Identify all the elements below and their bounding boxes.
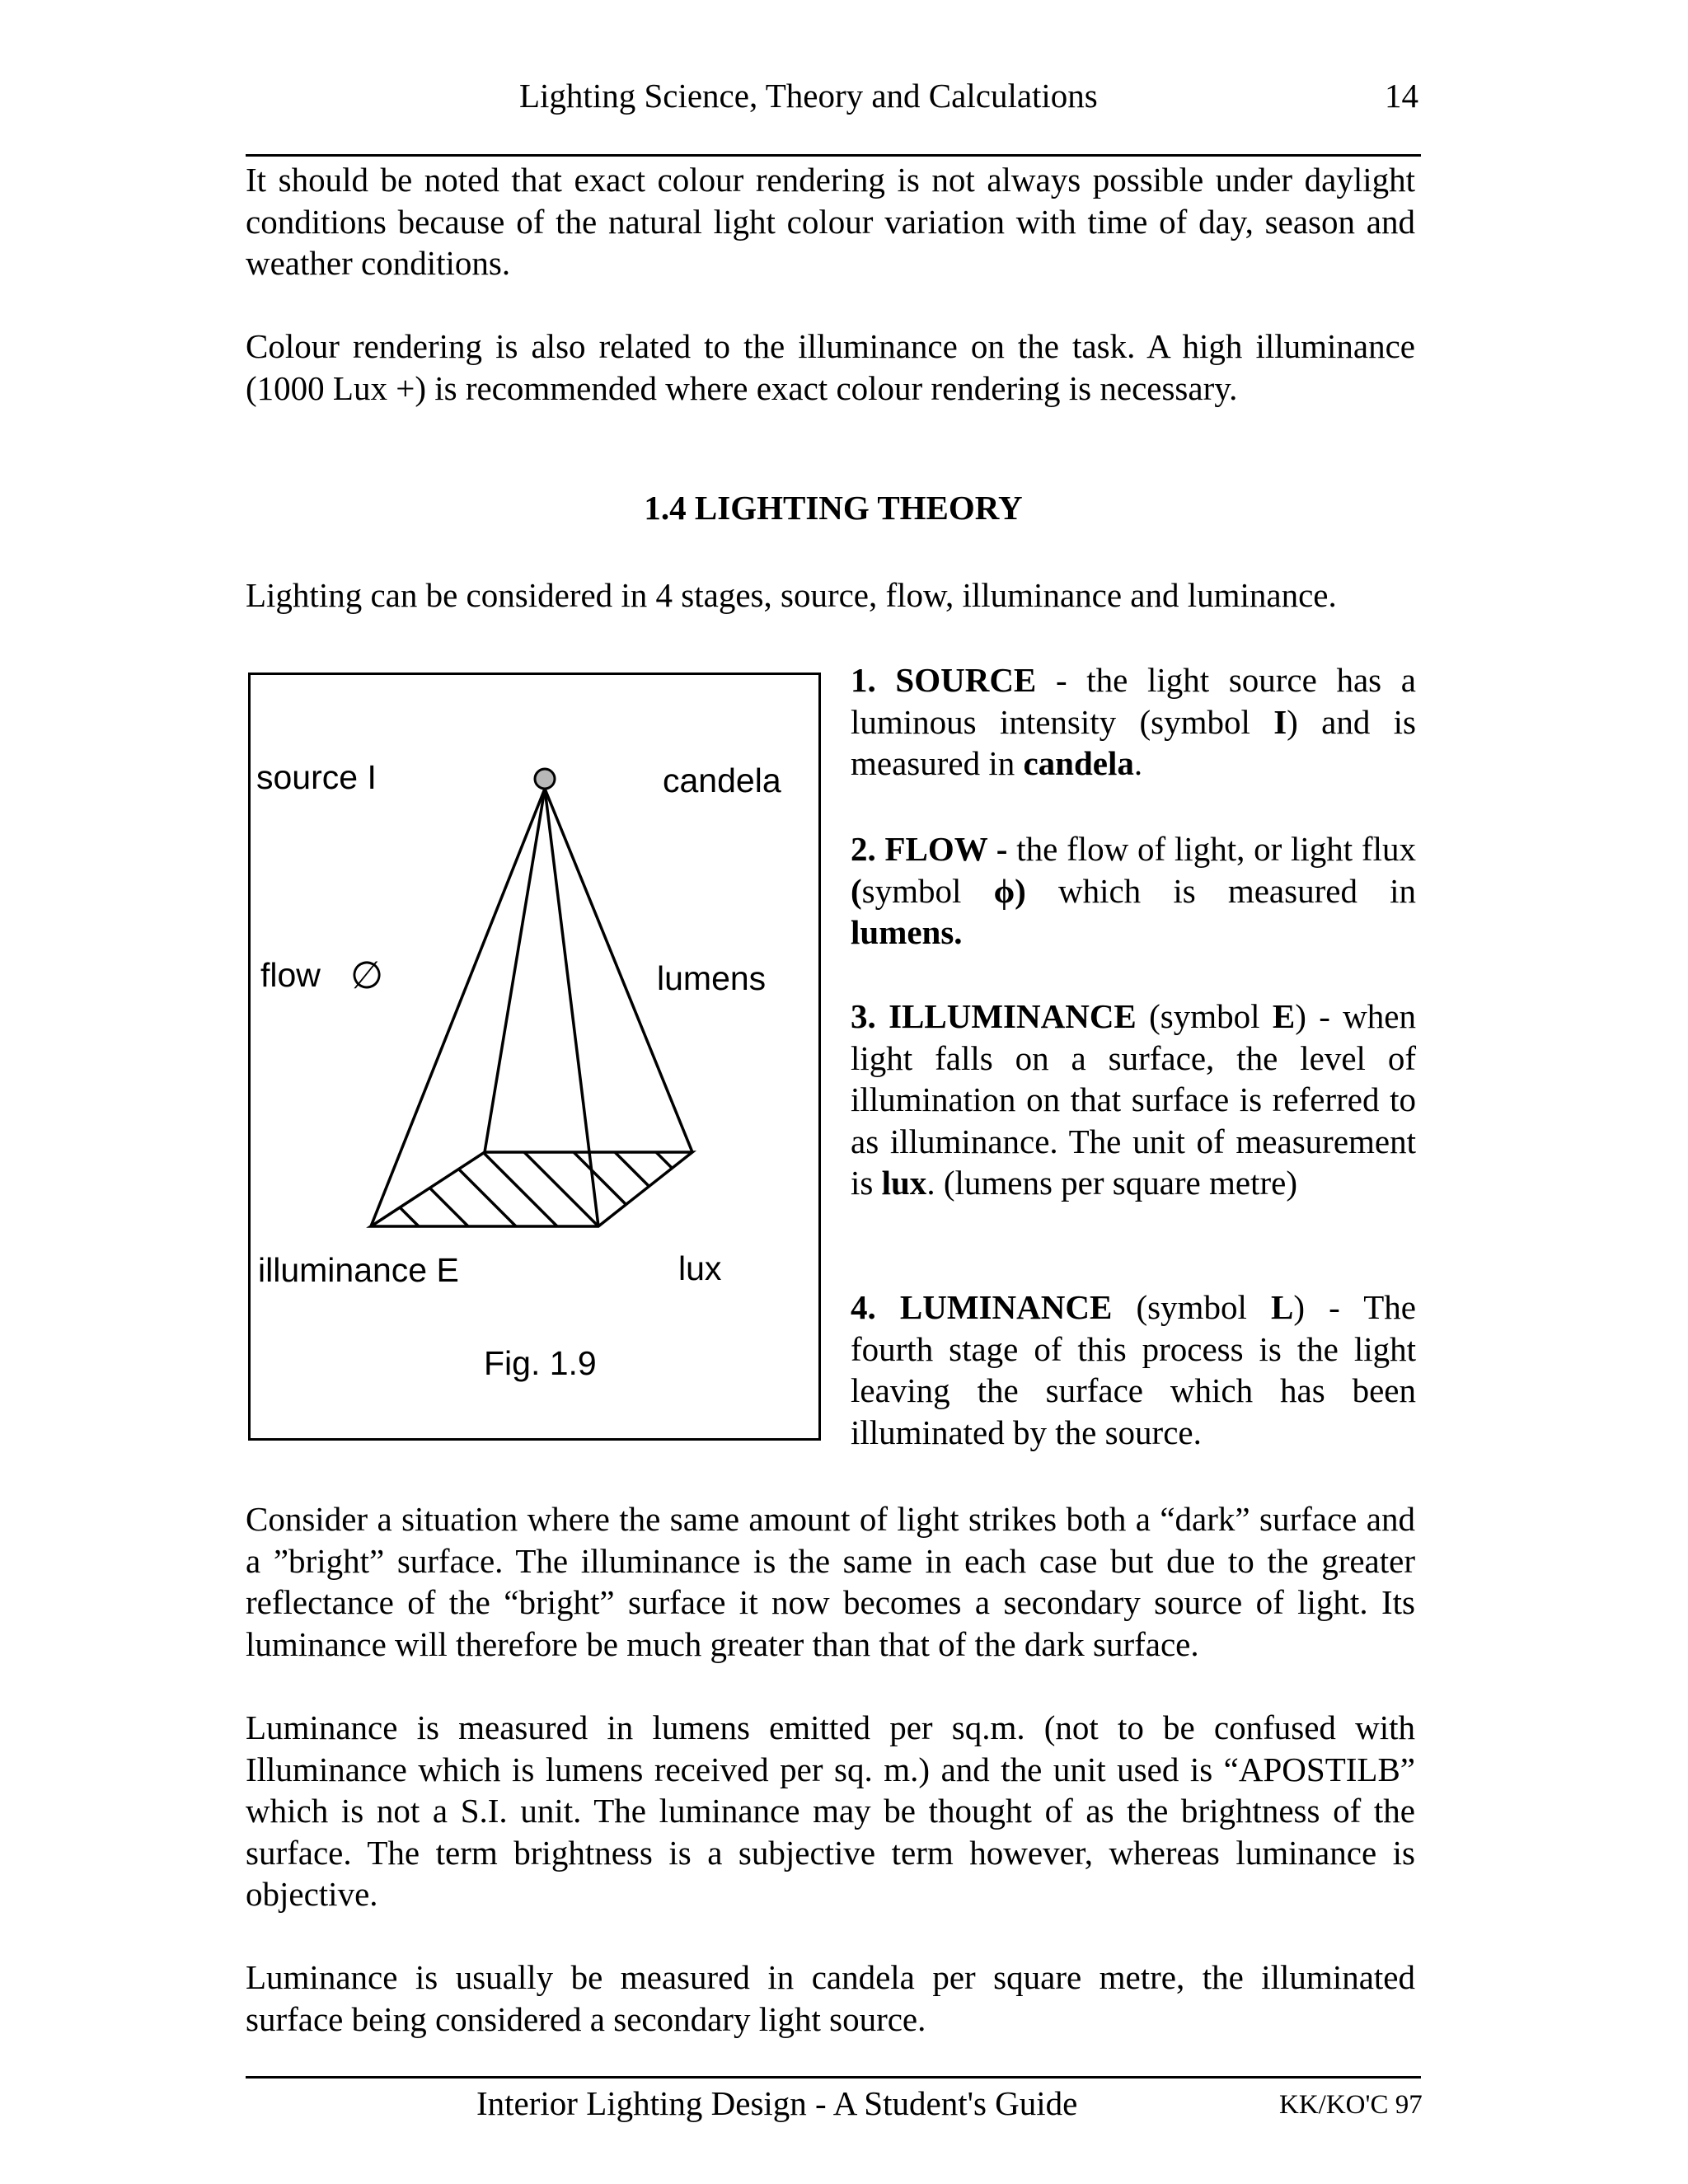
stage-term: 2. FLOW -	[851, 830, 1008, 868]
stage-flow: 2. FLOW - the flow of light, or light flux (symbol ϕ) which is measured in lumens.	[851, 830, 1416, 951]
illuminated-surface	[371, 1152, 692, 1226]
paragraph-luminance-apostilb: Luminance is measured in lumens emitted per sq.m. (not to be confused with Illuminance which is lumens received per sq. m.) and the unit used is “APOSTILB” which is not a S.I. unit. The luminance may be thought of as the brightness of the surface. The term brightness is a subjective term however, whereas luminance is objective.	[246, 1708, 1415, 1913]
footer-code: KK/KO'C 97	[1279, 2090, 1423, 2120]
paragraph-luminance-candela: Luminance is usually be measured in candela per square metre, the illuminated surface being considered a secondary light source.	[246, 1958, 1415, 2038]
footer-title: Interior Lighting Design - A Student's Guide	[476, 2084, 1078, 2122]
pyramid-edge	[485, 789, 545, 1152]
figure-label-source: source I	[256, 758, 377, 796]
stage-illuminance: 3. ILLUMINANCE (symbol E) - when light falls on a surface, the level of illumination on that surface is referred to as illuminance. The unit of measurement is lux. (lumens per square metre)	[851, 997, 1416, 1202]
figure-label-lumens: lumens	[657, 959, 767, 997]
figure-label-candela: candela	[663, 762, 781, 799]
stage-term: 1. SOURCE	[851, 661, 1037, 699]
figure-label-illuminance: illuminance E	[258, 1251, 459, 1289]
pyramid-edge	[371, 789, 545, 1226]
running-header-title: Lighting Science, Theory and Calculations	[519, 77, 1098, 115]
stage-term: 3. ILLUMINANCE	[851, 997, 1137, 1035]
figure-label-lux: lux	[678, 1249, 722, 1287]
stage-source: 1. SOURCE - the light source has a luminous intensity (symbol I) and is measured in candela.	[851, 661, 1416, 782]
page-number: 14	[1385, 77, 1418, 115]
paragraph-colour-rendering-illuminance: Colour rendering is also related to the illuminance on the task. A high illuminance (1000 Lux +) is recommended where exact colour rendering is necessary.	[246, 327, 1415, 407]
footer-rule	[246, 2076, 1421, 2079]
section-heading: 1.4 LIGHTING THEORY	[644, 489, 1023, 527]
paragraph-dark-bright-surface: Consider a situation where the same amount of light strikes both a “dark” surface and a ”bright” surface. The illuminance is the same in each case but due to the greater reflectance of the “bright” surface it now becomes a secondary source of light. Its luminance will therefore be much greater than that of the dark surface.	[246, 1500, 1415, 1663]
figure-label-flow: flow	[260, 956, 321, 994]
figure-caption: Fig. 1.9	[484, 1344, 597, 1382]
stage-luminance: 4. LUMINANCE (symbol L) - The fourth stage of this process is the light leaving the surface which has been illuminated by the source.	[851, 1288, 1416, 1451]
paragraph-intro: Lighting can be considered in 4 stages, source, flow, illuminance and luminance.	[246, 576, 1337, 614]
paragraph-colour-rendering-daylight: It should be noted that exact colour rendering is not always possible under daylight conditions because of the natural light colour variation with time of day, season and weather conditions.	[246, 161, 1415, 282]
flux-symbol: ∅	[350, 954, 384, 996]
light-source-point	[535, 769, 555, 789]
stage-term: 4. LUMINANCE	[851, 1288, 1113, 1326]
